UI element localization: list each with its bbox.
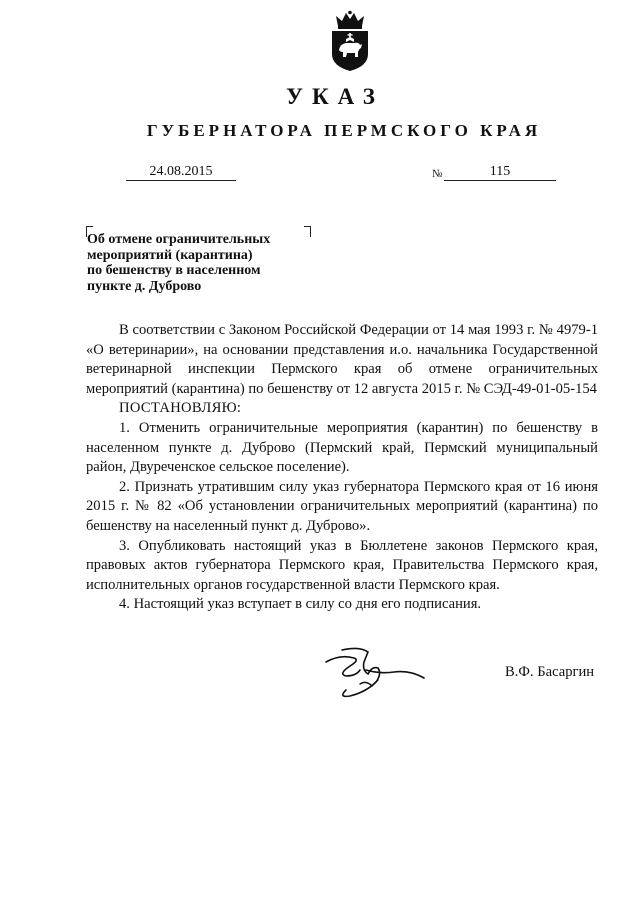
document-body	[86, 321, 598, 615]
coat-of-arms-icon	[328, 10, 372, 72]
number-sign: №	[432, 168, 443, 180]
preamble-paragraph: В соответствии с Законом Российской Федерации от 14 мая 1993 г. № 4979-1 «О ветеринарии», на основании представления и.о. начальника Государственной ветеринарной инспекции Пермского края об отмене ограничительных мероприятий (карантина) по бешенству от 12 августа 2015 г. № СЭД-49-01-05-154	[86, 322, 598, 397]
subject-line: Об отмене ограничительных	[87, 232, 271, 247]
item-paragraph: 1. Отменить ограничительные мероприятия (карантин) по бешенству в населенном пункте д. Дуброво (Пермский край, Пермский муниципальный район, Двуреченское сельское поселение).	[86, 419, 598, 476]
subject-line: по бешенству в населенном	[87, 263, 261, 278]
document-title: УКАЗ	[286, 84, 384, 109]
subject-line: пункте д. Дуброво	[87, 278, 202, 294]
item-paragraph: 2. Признать утратившим силу указ губернатора Пермского края от 16 июня 2015 г. № 82 «Об установлении ограничительных мероприятий (карантина) по бешенству на населенный пункт д. Дуброво».	[86, 478, 598, 534]
resolve-heading: ПОСТАНОВЛЯЮ:	[119, 400, 242, 417]
item-paragraph: 3. Опубликовать настоящий указ в Бюллетене законов Пермского края, правовых актов губернатора Пермского края, Правительства Пермского края, исполнительных органов государственной власти Пермского края.	[86, 537, 598, 593]
item-paragraph: 4. Настоящий указ вступает в силу со дня его подписания.	[119, 596, 482, 613]
document-subject	[87, 232, 317, 294]
handwritten-signature	[320, 640, 430, 704]
document-date: 24.08.2015	[126, 163, 236, 181]
signer-name: В.Ф. Басаргин	[505, 664, 595, 680]
subject-line: мероприятий (карантина)	[87, 247, 253, 263]
document-number: 115	[444, 163, 556, 181]
document-subtitle: ГУБЕРНАТОРА ПЕРМСКОГО КРАЯ	[146, 121, 542, 140]
